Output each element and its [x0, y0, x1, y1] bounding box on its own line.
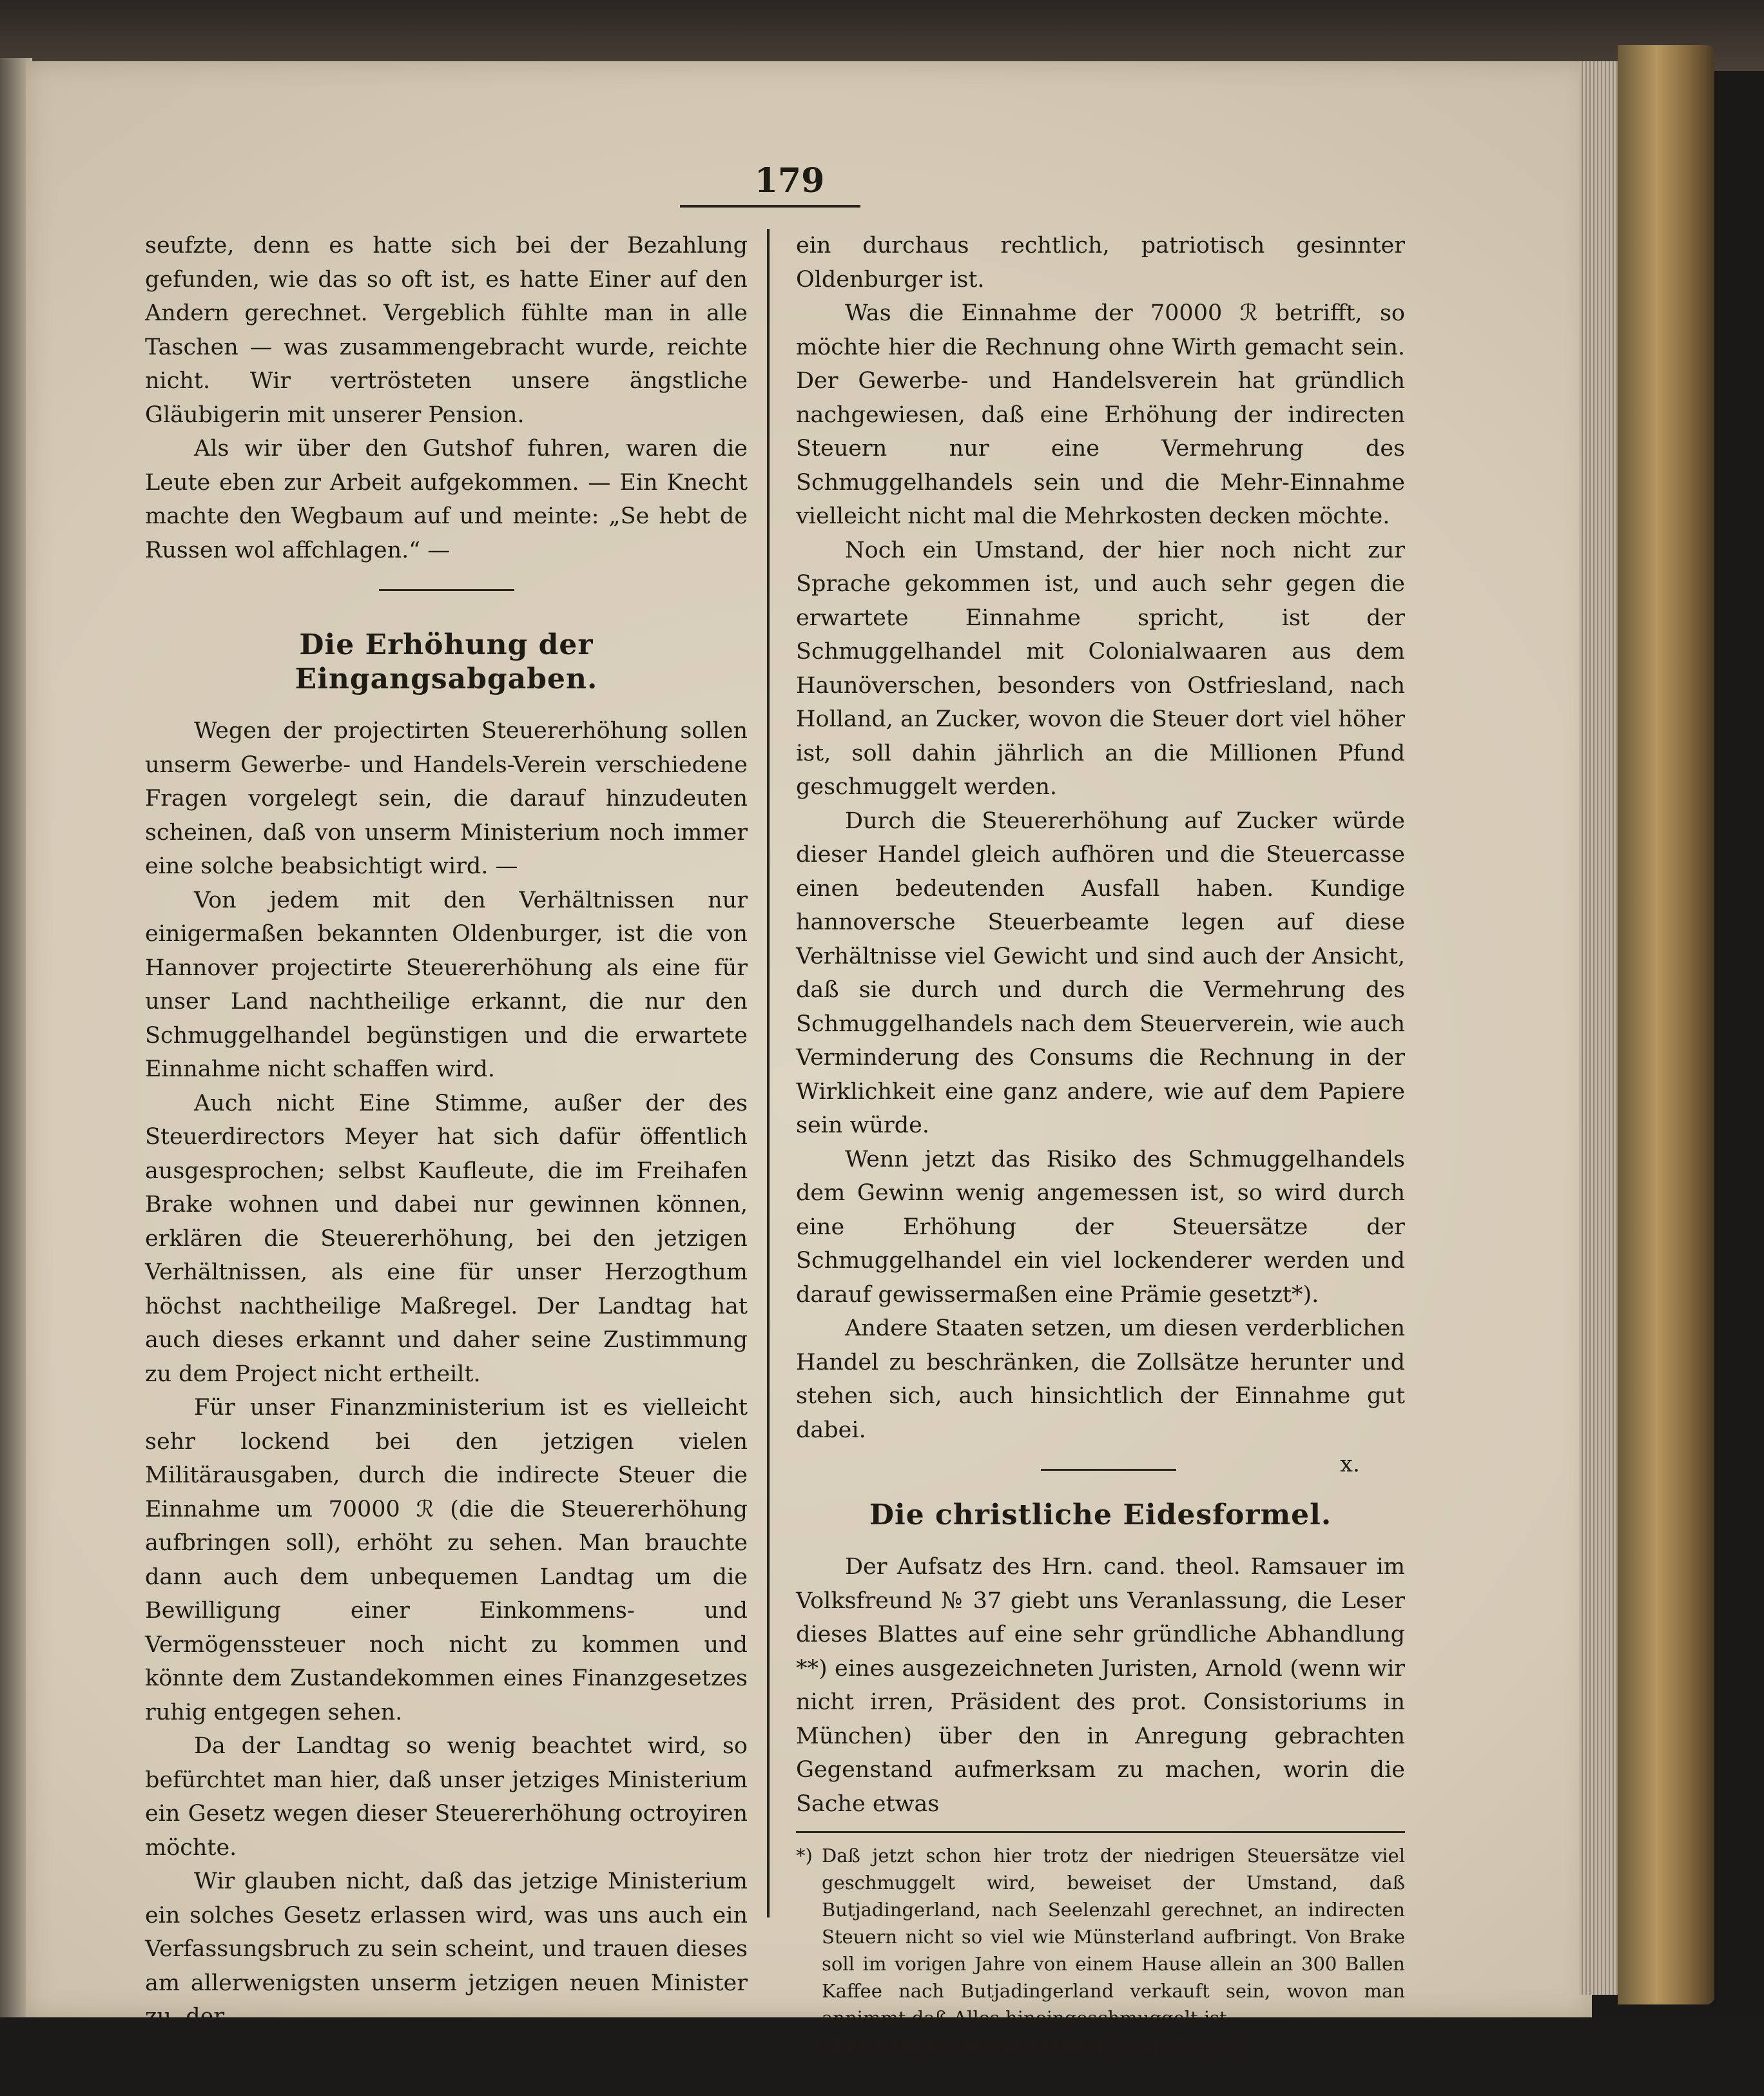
article-paragraph-3: Auch nicht Eine Stimme, außer der des Steuerdirectors Meyer hat sich dafür öffentlich ausgesprochen; selbst Kaufleute, die im Freihafen Brake wohnen und dabei nur gewinnen können, erklären die Steuererhöhung, bei den jetzigen Verhältnissen, als eine für unser Herzogthum höchst nachtheilige Maßregel. Der Landtag hat auch dieses erkannt und daher seine Zustimmung zu dem Project nicht ertheilt.: [145, 1090, 748, 1387]
article-paragraph-2: Von jedem mit den Verhältnissen nur einigermaßen bekannten Oldenburger, ist die von Hannover projectirte Steuererhöhung als eine für unser Land nachtheilige erkannt, die nur den Schmuggelhandel begünstigen und die erwartete Einnahme nicht schaffen wird.: [145, 887, 748, 1082]
author-signature: x.: [1340, 1451, 1360, 1477]
footnote-1-text: Daß jetzt schon hier trotz der niedrigen Steuersätze viel geschmuggelt wird, beweiset der Umstand, daß Butjadingerland, nach Seelenzahl gerechnet, an indirecten Steuern nicht so viel wie Münsterland aufbringt. Von Brake soll im vorigen Jahre von einem Hause allein an 300 Ballen Kaffee nach Butjadingerland verkauft sein, wovon man annimmt daß Alles hineingeschmuggelt ist.: [822, 1845, 1405, 2029]
article-paragraph-6: Wir glauben nicht, daß das jetzige Ministerium ein solches Gesetz erlassen wird, was uns auch ein Verfassungsbruch zu sein scheint, und trauen dieses am allerwenigsten unserm jetzigen neuen Minister zu, der: [145, 1868, 748, 2030]
continuation-paragraph-2: Was die Einnahme der 70000 ℛ betrifft, so möchte hier die Rechnung ohne Wirth gemacht sein. Der Gewerbe- und Handelsverein hat gründlich nachgewiesen, daß eine Erhöhung der indirecten Steuern nur eine Vermehrung des Schmuggelhandels sein und die Mehr-Einnahme vielleicht nicht mal die Mehrkosten decken möchte.: [796, 300, 1405, 529]
continuation-paragraph-6: Andere Staaten setzen, um diesen verderblichen Handel zu beschränken, die Zollsätze herunter und stehen sich, auch hinsichtlich der Einnahme gut dabei.: [796, 1315, 1405, 1443]
continuation-paragraph-1: ein durchaus rechtlich, patriotisch gesinnter Oldenburger ist.: [796, 233, 1405, 293]
article-heading-eingangsabgaben: Die Erhöhung der Eingangsabgaben.: [295, 628, 598, 695]
article-heading-eidesformel: Die christliche Eidesformel.: [869, 1498, 1332, 1531]
book-spine: [1618, 45, 1714, 2004]
footnote-1: [796, 1842, 1405, 2032]
continuation-paragraph-3: Noch ein Umstand, der hier noch nicht zur Sprache gekommen ist, und auch sehr gegen die erwartete Einnahme spricht, ist der Schmuggelhandel mit Colonialwaaren aus dem Haunöverschen, besonders von Ostfriesland, nach Holland, an Zucker, wovon die Steuer dort viel höher ist, soll dahin jährlich an die Millionen Pfund geschmuggelt werden.: [796, 537, 1405, 800]
footnote-1-mark: *): [796, 1845, 813, 1867]
footnote-rule: [796, 1831, 1405, 1833]
left-column: [145, 229, 748, 2034]
footnote-2-text: Blätter für Rechtsanwendung, 1851, № 7, 8.: [822, 2034, 1239, 2056]
section-rule: [379, 589, 514, 591]
page-number-rule: [680, 205, 860, 208]
continuation-paragraph-5: Wenn jetzt das Risiko des Schmuggelhandels dem Gewinn wenig angemessen ist, so wird durch eine Erhöhung der Steuersätze der Schmuggelhandel ein viel lockenderer werden und darauf gewissermaßen eine Prämie gesetzt*).: [796, 1146, 1405, 1308]
footnotes: [796, 1842, 1405, 2059]
article-paragraph-4: Für unser Finanzministerium ist es vielleicht sehr lockend bei den jetzigen vielen Militärausgaben, durch die indirecte Steuer die Einnahme um 70000 ℛ (die die Steuererhöhung aufbringen soll), erhöht zu sehen. Man brauchte dann auch dem unbequemen Landtag um die Bewilligung einer Einkommens- und Vermögenssteuer noch nicht zu kommen und könnte dem Zustandekommen eines Finanzgesetzes ruhig entgegen sehen.: [145, 1395, 748, 1725]
intro-paragraph-1: seufzte, denn es hatte sich bei der Bezahlung gefunden, wie das so oft ist, es hatte Einer auf den Andern gerechnet. Vergeblich fühlte man in alle Taschen — was zusammengebracht wurde, reichte nicht. Wir vertrösteten unsere ängstliche Gläubigerin mit unserer Pension.: [145, 233, 748, 428]
footnote-2-mark: **): [796, 2034, 822, 2056]
page-number: 179: [754, 161, 825, 200]
column-divider: [767, 229, 770, 1917]
eidesformel-paragraph: Der Aufsatz des Hrn. cand. theol. Ramsauer im Volksfreund № 37 giebt uns Veranlassung, die Leser dieses Blattes auf eine sehr gründliche Abhandlung **) eines ausgezeichneten Juristen, Arnold (wenn wir nicht irren, Präsident des prot. Consistoriums in München) über den in Anregung gebrachten Gegenstand aufmerksam zu machen, worin die Sache etwas: [796, 1554, 1405, 1817]
intro-paragraph-2: Als wir über den Gutshof fuhren, waren die Leute eben zur Arbeit aufgekommen. — Ein Knecht machte den Wegbaum auf und meinte: „Se hebt de Russen wol affchlagen.“ —: [145, 436, 748, 563]
book-board-top: [0, 0, 1764, 71]
right-column: [796, 229, 1405, 2059]
continuation-paragraph-4: Durch die Steuererhöhung auf Zucker würde dieser Handel gleich aufhören und die Steuercasse einen bedeutenden Ausfall haben. Kundige hannoversche Steuerbeamte legen auf diese Verhältnisse viel Gewicht und sind auch der Ansicht, daß sie durch und durch die Vermehrung des Schmuggelhandels nach dem Steuerverein, wie auch Verminderung des Consums die Rechnung in der Wirklichkeit eine ganz andere, wie auf dem Papiere sein würde.: [796, 808, 1405, 1138]
article-paragraph-5: Da der Landtag so wenig beachtet wird, so befürchtet man hier, daß unser jetziges Ministerium ein Gesetz wegen dieser Steuererhöhung octroyiren möchte.: [145, 1733, 748, 1861]
article-paragraph-1: Wegen der projectirten Steuererhöhung sollen unserm Gewerbe- und Handels-Verein verschiedene Fragen vorgelegt sein, die darauf hinzudeuten scheinen, daß von unserm Ministerium noch immer eine solche beabsichtigt wird. —: [145, 718, 748, 879]
footnote-2: [796, 2032, 1405, 2059]
